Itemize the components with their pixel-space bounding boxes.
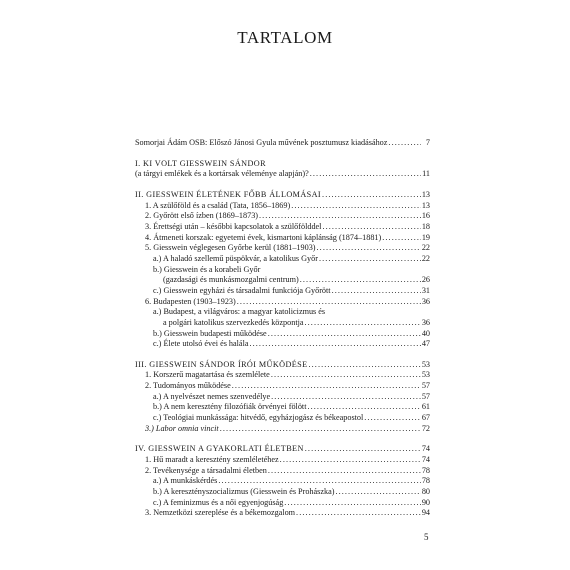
toc-entry bbox=[135, 381, 430, 392]
toc-entry-text: c.) Élete utolsó évei és halála bbox=[153, 339, 249, 349]
leader-dots bbox=[309, 360, 421, 371]
table-of-contents bbox=[135, 138, 430, 519]
toc-entry bbox=[135, 455, 430, 466]
toc-entry-text: (gazdasági és munkásmozgalmi centrum) bbox=[163, 275, 299, 285]
toc-entry bbox=[135, 466, 430, 477]
toc-subentry bbox=[135, 392, 430, 403]
toc-entry bbox=[135, 370, 430, 381]
toc-entry-text: b.) Giesswein és a korabeli Győr bbox=[153, 264, 261, 274]
toc-entry-text: 3.) Labor omnia vincit bbox=[145, 423, 219, 433]
toc-subentry bbox=[135, 402, 430, 413]
toc-section-title: IV. GIESSWEIN A GYAKORLATI ÉLETBEN bbox=[135, 444, 304, 454]
leader-dots bbox=[237, 297, 421, 308]
leader-dots bbox=[218, 476, 420, 487]
toc-entry-text: 3. Nemzetközi szereplése és a békemozgalom bbox=[145, 508, 296, 518]
toc-entry-text: a.) A haladó szellemű püspökvár, a katolikus Győr bbox=[153, 253, 318, 263]
leader-dots bbox=[319, 254, 421, 265]
toc-subentry bbox=[135, 307, 430, 318]
leader-dots bbox=[322, 222, 420, 233]
toc-page-number: 31 bbox=[421, 285, 430, 295]
toc-entry bbox=[135, 424, 430, 435]
toc-page-number: 22 bbox=[421, 243, 430, 253]
leader-dots bbox=[305, 318, 421, 329]
leader-dots bbox=[332, 286, 421, 297]
toc-entry-text: 2. Tudományos működése bbox=[145, 381, 231, 391]
leader-dots bbox=[268, 466, 421, 477]
page-number: 5 bbox=[424, 532, 429, 542]
toc-entry-text: a polgári katolikus szervezkedés központja bbox=[163, 317, 304, 327]
toc-subentry bbox=[135, 265, 430, 276]
leader-dots bbox=[296, 508, 421, 519]
toc-entry-text: b.) A keresztényszocializmus (Giesswein és Prohászka) bbox=[153, 487, 335, 497]
toc-page-number: 53 bbox=[421, 359, 430, 369]
leader-dots bbox=[291, 201, 421, 212]
leader-dots bbox=[259, 211, 421, 222]
toc-entry bbox=[135, 297, 430, 308]
toc-page-number: 78 bbox=[421, 465, 430, 475]
toc-page-number: 13 bbox=[421, 200, 430, 210]
toc-entry-text: 1. A szülőföld és a család (Tata, 1856–1869) bbox=[145, 200, 291, 210]
toc-entry-text: 2. Győrött első ízben (1869–1873) bbox=[145, 211, 259, 221]
toc-entry-text: 3. Érettségi után – későbbi kapcsolatok a szülőfölddel bbox=[145, 221, 322, 231]
toc-subentry-continued bbox=[135, 275, 430, 286]
toc-entry bbox=[135, 222, 430, 233]
toc-section-title: III. GIESSWEIN SÁNDOR ÍRÓI MŰKÖDÉSE bbox=[135, 359, 308, 369]
toc-page-number: 7 bbox=[425, 138, 430, 147]
toc-entry bbox=[135, 201, 430, 212]
toc-subentry bbox=[135, 413, 430, 424]
leader-dots bbox=[249, 339, 420, 350]
toc-page-number: 74 bbox=[421, 444, 430, 454]
toc-page-number: 53 bbox=[421, 370, 430, 380]
toc-page-number: 36 bbox=[421, 317, 430, 327]
leader-dots bbox=[388, 138, 421, 149]
toc-page-number: 90 bbox=[421, 497, 430, 507]
toc-subentry bbox=[135, 339, 430, 350]
toc-page-number: 40 bbox=[421, 328, 430, 338]
toc-entry-text: 1. Korszerű magatartása és szemlélete bbox=[145, 370, 270, 380]
toc-section-1-heading bbox=[135, 159, 430, 170]
toc-section-3-heading bbox=[135, 360, 430, 371]
toc-entry bbox=[135, 211, 430, 222]
toc-subentry bbox=[135, 498, 430, 509]
toc-page-number: 67 bbox=[421, 413, 430, 423]
toc-entry-text: Somorjai Ádám OSB: Előszó Jánosi Gyula művének posztumusz kiadásához bbox=[135, 138, 388, 147]
leader-dots bbox=[322, 190, 421, 201]
leader-dots bbox=[382, 233, 421, 244]
toc-entry-text: c.) Teológiai munkássága: hitvédő, egyházjogász és békeapostol bbox=[153, 413, 364, 423]
toc-page-number: 57 bbox=[421, 391, 430, 401]
toc-page-number: 80 bbox=[421, 487, 430, 497]
toc-section-title: I. KI VOLT GIESSWEIN SÁNDOR bbox=[135, 158, 266, 168]
toc-subentry bbox=[135, 286, 430, 297]
toc-entry-text: (a tárgyi emlékek és a kortársak véleménye alapján)? bbox=[135, 169, 309, 179]
toc-section-2-heading bbox=[135, 190, 430, 201]
leader-dots bbox=[232, 381, 421, 392]
toc-page-number: 78 bbox=[421, 476, 430, 486]
toc-entry-text: b.) A nem keresztény filozófiák örvényei fölött bbox=[153, 402, 307, 412]
leader-dots bbox=[271, 370, 421, 381]
leader-dots bbox=[284, 498, 421, 509]
toc-page-number: 19 bbox=[421, 232, 430, 242]
leader-dots bbox=[271, 392, 421, 403]
toc-entry-text: 6. Budapesten (1903–1923) bbox=[145, 296, 236, 306]
toc-page-number: 22 bbox=[421, 253, 430, 263]
toc-entry bbox=[135, 508, 430, 519]
toc-page-number: 72 bbox=[421, 423, 430, 433]
page-title: TARTALOM bbox=[237, 28, 333, 47]
leader-dots bbox=[268, 329, 421, 340]
toc-entry-text: b.) Giesswein budapesti működése bbox=[153, 328, 267, 338]
toc-entry bbox=[135, 243, 430, 254]
leader-dots bbox=[280, 455, 421, 466]
toc-entry bbox=[135, 233, 430, 244]
toc-page-number: 13 bbox=[421, 189, 430, 199]
toc-page-number: 16 bbox=[421, 211, 430, 221]
toc-entry-text: 1. Hű maradt a keresztény szemléletéhez bbox=[145, 455, 279, 465]
toc-entry-text: a.) A nyelvészet nemes szenvedélye bbox=[153, 391, 271, 401]
toc-subentry bbox=[135, 254, 430, 265]
toc-entry-section-1-sub bbox=[135, 169, 430, 180]
toc-entry-text: 2. Tevékenysége a társadalmi életben bbox=[145, 465, 267, 475]
toc-section-4-heading bbox=[135, 444, 430, 455]
toc-page-number: 36 bbox=[421, 296, 430, 306]
toc-page-number: 26 bbox=[421, 275, 430, 285]
toc-entry-foreword bbox=[135, 138, 430, 149]
toc-entry-text: a.) Budapest, a világváros: a magyar katolicizmus és bbox=[153, 307, 326, 317]
toc-page-number: 74 bbox=[421, 455, 430, 465]
leader-dots bbox=[317, 243, 421, 254]
toc-entry-text: 4. Átmeneti korszak: egyetemi évek, kismartoni káplánság (1874–1881) bbox=[145, 232, 382, 242]
leader-dots bbox=[310, 169, 421, 180]
toc-subentry bbox=[135, 487, 430, 498]
leader-dots bbox=[307, 402, 420, 413]
leader-dots bbox=[364, 413, 421, 424]
toc-page-number: 18 bbox=[421, 221, 430, 231]
leader-dots bbox=[220, 424, 421, 435]
toc-page-number: 94 bbox=[421, 508, 430, 518]
toc-page-number: 61 bbox=[421, 402, 430, 412]
leader-dots bbox=[300, 275, 421, 286]
toc-entry-text: c.) Giesswein egyházi és társadalmi funkciója Győrött bbox=[153, 285, 331, 295]
toc-subentry bbox=[135, 476, 430, 487]
toc-section-title: II. GIESSWEIN ÉLETÉNEK FŐBB ÁLLOMÁSAI bbox=[135, 189, 322, 199]
toc-page-number: 57 bbox=[421, 381, 430, 391]
leader-dots bbox=[335, 487, 420, 498]
toc-entry-text: a.) A munkáskérdés bbox=[153, 476, 218, 486]
toc-subentry-continued bbox=[135, 318, 430, 329]
leader-dots bbox=[305, 444, 421, 455]
toc-entry-text: 5. Giesswein véglegesen Győrbe kerül (1881–1903) bbox=[145, 243, 316, 253]
toc-page-number: 11 bbox=[422, 169, 430, 179]
toc-page-number: 47 bbox=[421, 339, 430, 349]
toc-subentry bbox=[135, 329, 430, 340]
toc-entry-text: c.) A feminizmus és a női egyenjogúság bbox=[153, 497, 284, 507]
